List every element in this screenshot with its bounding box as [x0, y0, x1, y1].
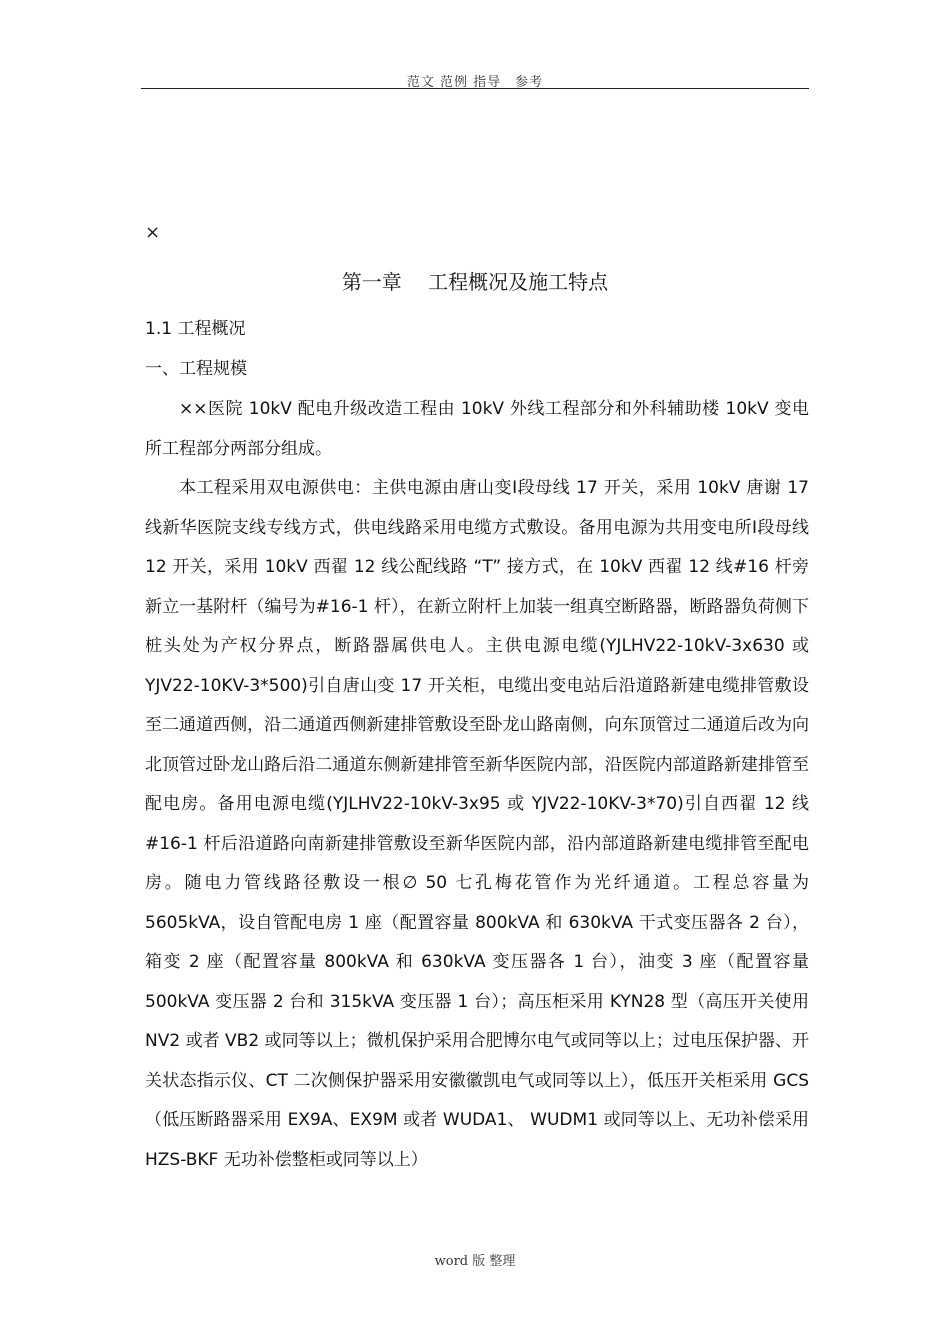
placeholder-mark: × — [145, 222, 161, 243]
paragraph-intro: ××医院 10kV 配电升级改造工程由 10kV 外线工程部分和外科辅助楼 10kV 变电所工程部分两部分组成。 — [145, 399, 809, 459]
body-text — [145, 390, 809, 1180]
section-heading-overview: 1.1 工程概况 — [145, 319, 246, 339]
header-divider — [141, 88, 809, 89]
page-footer: word 版 整理 — [434, 1254, 516, 1269]
page-header: 范文 范例 指导 参考 — [406, 75, 544, 90]
section-heading-scale: 一、工程规模 — [145, 359, 247, 379]
paragraph-power-supply: 本工程采用双电源供电：主供电源由唐山变Ⅰ段母线 17 开关，采用 10kV 唐谢 17 线新华医院支线专线方式，供电线路采用电缆方式敷设。备用电源为共用变电所Ⅰ段母线 12 开关，采用 10kV 西翟 12 线公配线路 “T” 接方式，在 10kV 西翟 12 线#16 杆旁新立一基附杆（编号为#16-1 杆），在新立附杆上加装一组真空断路器，断路器负荷侧下桩头处为产权分界点，断路器属供电人。主供电源电缆(YJLHV22-10kV-3x630 或 YJV22-10KV-3*500)引自唐山变 17 开关柜，电缆出变电站后沿道路新建电缆排管敷设至二通道西侧，沿二通道西侧新建排管敷设至卧龙山路南侧，向东顶管过二通道后改为向北顶管过卧龙山路后沿二通道东侧新建排管至新华医院内部，沿医院内部道路新建排管至配电房。备用电源电缆(YJLHV22-10kV-3x95 或 YJV22-10KV-3*70)引自西翟 12 线#16-1 杆后沿道路向南新建排管敷设至新华医院内部，沿内部道路新建电缆排管至配电房。随电力管线路径敷设一根∅ 50 七孔梅花管作为光纤通道。工程总容量为 5605kVA，设自管配电房 1 座（配置容量 800kVA 和 630kVA 干式变压器各 2 台），箱变 2 座（配置容量 800kVA 和 630kVA 变压器各 1 台），油变 3 座（配置容量 500kVA 变压器 2 台和 315kVA 变压器 1 台）；高压柜采用 KYN28 型（高压开关使用 NV2 或者 VB2 或同等以上；微机保护采用合肥博尔电气或同等以上；过电压保护器、开关状态指示仪、CT 二次侧保护器采用安徽徽凯电气或同等以上），低压开关柜采用 GCS（低压断路器采用 EX9A、EX9M 或者 WUDA1、 WUDM1 或同等以上、无功补偿采用 HZS-BKF 无功补偿整柜或同等以上） — [145, 478, 809, 1170]
chapter-title: 第一章 工程概况及施工特点 — [341, 270, 609, 294]
